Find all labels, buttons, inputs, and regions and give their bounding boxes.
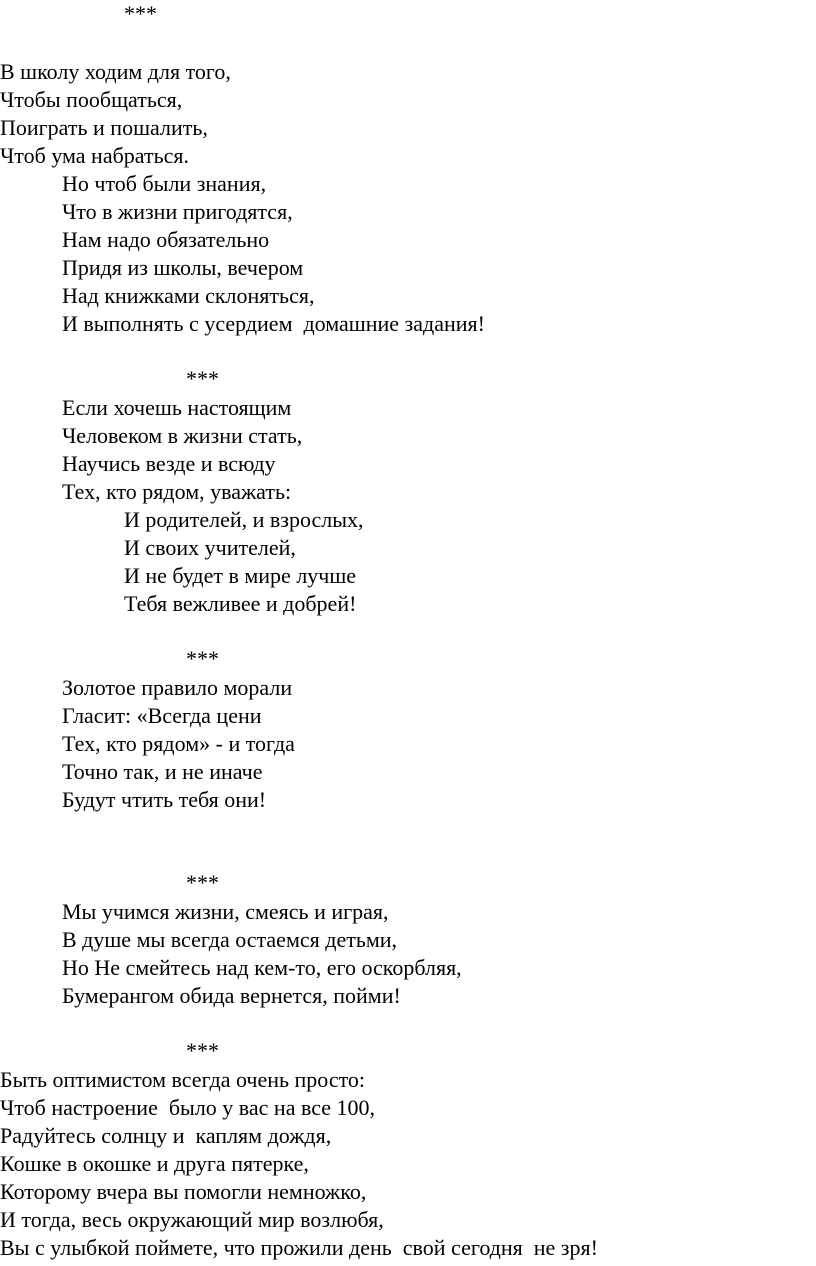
poem-line: Быть оптимистом всегда очень просто: [0, 1067, 366, 1092]
poem-line: Но чтоб были знания, [62, 171, 267, 196]
poem-line: Если хочешь настоящим [62, 395, 292, 420]
poem-line: Что в жизни пригодятся, [62, 199, 293, 224]
poem-line: Чтобы пообщаться, [0, 87, 183, 112]
stanza-separator: *** [124, 1, 157, 26]
poem-line: Нам надо обязательно [62, 227, 270, 252]
poem-line: Вы с улыбкой поймете, что прожили день свой сегодня не зря! [0, 1235, 598, 1260]
poem-line: Золотое правило морали [62, 675, 293, 700]
poem-line: Будут чтить тебя они! [62, 787, 267, 812]
poem-line: И выполнять с усердием домашние задания! [62, 311, 485, 336]
poem-line: Радуйтесь солнцу и каплям дождя, [0, 1123, 332, 1148]
stanza-separator: *** [186, 1038, 219, 1063]
stanza-separator: *** [186, 870, 219, 895]
poem-line: Тех, кто рядом, уважать: [62, 479, 292, 504]
poem-line: И не будет в мире лучше [124, 563, 357, 588]
poem-line: Бумерангом обида вернется, пойми! [62, 983, 401, 1008]
poem-line: Кошке в окошке и друга пятерке, [0, 1151, 309, 1176]
stanza-separator: *** [186, 366, 219, 391]
stanza-separator: *** [186, 646, 219, 671]
poem-line: Гласит: «Всегда цени [62, 703, 262, 728]
poem-line: Научись везде и всюду [62, 451, 276, 476]
poem-line: Чтоб настроение было у вас на все 100, [0, 1095, 376, 1120]
poem-line: И родителей, и взрослых, [124, 507, 364, 532]
poem-line: Тебя вежливее и добрей! [124, 591, 357, 616]
poem-line: Придя из школы, вечером [62, 255, 304, 280]
poem-line: Человеком в жизни стать, [62, 423, 303, 448]
poem-line: Но Не смейтесь над кем-то, его оскорбляя, [62, 955, 462, 980]
poem-line: И тогда, весь окружающий мир возлюбя, [0, 1207, 384, 1232]
poem-line: Поиграть и пошалить, [0, 115, 208, 140]
poem-line: Чтоб ума набраться. [0, 143, 190, 168]
poem-line: В душе мы всегда остаемся детьми, [62, 927, 398, 952]
poem-line: Мы учимся жизни, смеясь и играя, [62, 899, 389, 924]
poem-line: Точно так, и не иначе [62, 759, 263, 784]
poem-line: Над книжками склоняться, [62, 283, 315, 308]
poem-line: В школу ходим для того, [0, 59, 231, 84]
poem-line: И своих учителей, [124, 535, 296, 560]
poem-line: Тех, кто рядом» - и тогда [62, 731, 295, 756]
poem-line: Которому вчера вы помогли немножко, [0, 1179, 367, 1204]
